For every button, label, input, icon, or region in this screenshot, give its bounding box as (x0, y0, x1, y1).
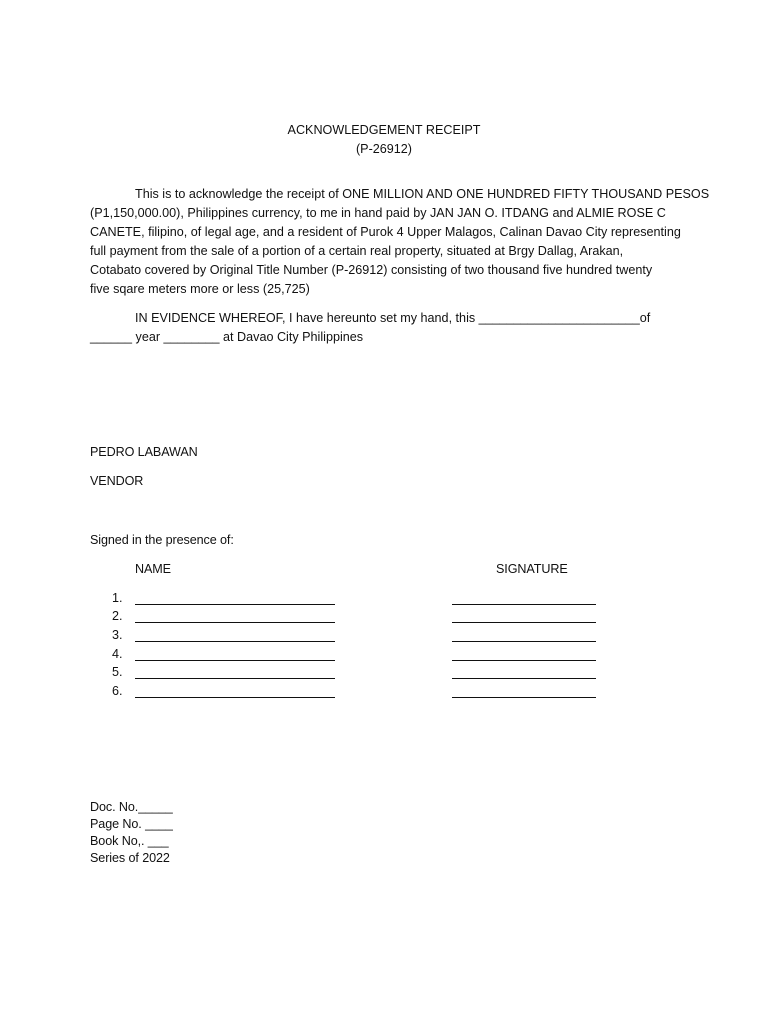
vendor-role: VENDOR (90, 474, 144, 488)
signature-column-header: SIGNATURE (496, 562, 568, 576)
paragraph-line: This is to acknowledge the receipt of ONE MILLION AND ONE HUNDRED FIFTY THOUSAND PESOS (135, 187, 710, 201)
witness-number: 6. (112, 684, 123, 698)
series-year: Series of 2022 (90, 851, 170, 865)
doc-number: Doc. No._____ (90, 800, 173, 814)
document-title: ACKNOWLEDGEMENT RECEIPT (287, 123, 481, 137)
evidence-paragraph (90, 309, 680, 347)
paragraph-line: full payment from the sale of a portion of a certain real property, situated at Brgy Dallag, Arakan, (90, 244, 624, 258)
paragraph-line: ______ year ________ at Davao City Philippines (90, 330, 364, 344)
paragraph-line: five sqare meters more or less (25,725) (90, 282, 310, 296)
witness-signature-blank[interactable] (452, 660, 596, 661)
receipt-paragraph (90, 185, 710, 299)
paragraph-line: IN EVIDENCE WHEREOF, I have hereunto set my hand, this _______________________of (135, 311, 651, 325)
witness-signature-blank[interactable] (452, 697, 596, 698)
witness-number: 1. (112, 591, 123, 605)
paragraph-line: CANETE, filipino, of legal age, and a resident of Purok 4 Upper Malagos, Calinan Davao City representing (90, 225, 681, 239)
document-reference: (P-26912) (355, 142, 412, 156)
witness-name-blank[interactable] (135, 622, 335, 623)
witness-number: 4. (112, 647, 123, 661)
witness-number: 3. (112, 628, 123, 642)
witness-name-blank[interactable] (135, 697, 335, 698)
book-number: Book No,. ___ (90, 834, 169, 848)
witness-number: 5. (112, 665, 123, 679)
witness-signature-blank[interactable] (452, 641, 596, 642)
witness-name-blank[interactable] (135, 660, 335, 661)
witness-name-blank[interactable] (135, 678, 335, 679)
witness-name-blank[interactable] (135, 604, 335, 605)
witness-signature-blank[interactable] (452, 604, 596, 605)
vendor-name: PEDRO LABAWAN (90, 445, 198, 459)
witness-name-blank[interactable] (135, 641, 335, 642)
page-number: Page No. ____ (90, 817, 173, 831)
witness-number: 2. (112, 609, 123, 623)
presence-label: Signed in the presence of: (90, 533, 234, 547)
paragraph-line: (P1,150,000.00), Philippines currency, to me in hand paid by JAN JAN O. ITDANG and ALMIE ROSE C (90, 206, 666, 220)
name-column-header: NAME (135, 562, 171, 576)
witness-signature-blank[interactable] (452, 622, 596, 623)
witness-signature-blank[interactable] (452, 678, 596, 679)
paragraph-line: Cotabato covered by Original Title Number (P-26912) consisting of two thousand five hundred twenty (90, 263, 653, 277)
